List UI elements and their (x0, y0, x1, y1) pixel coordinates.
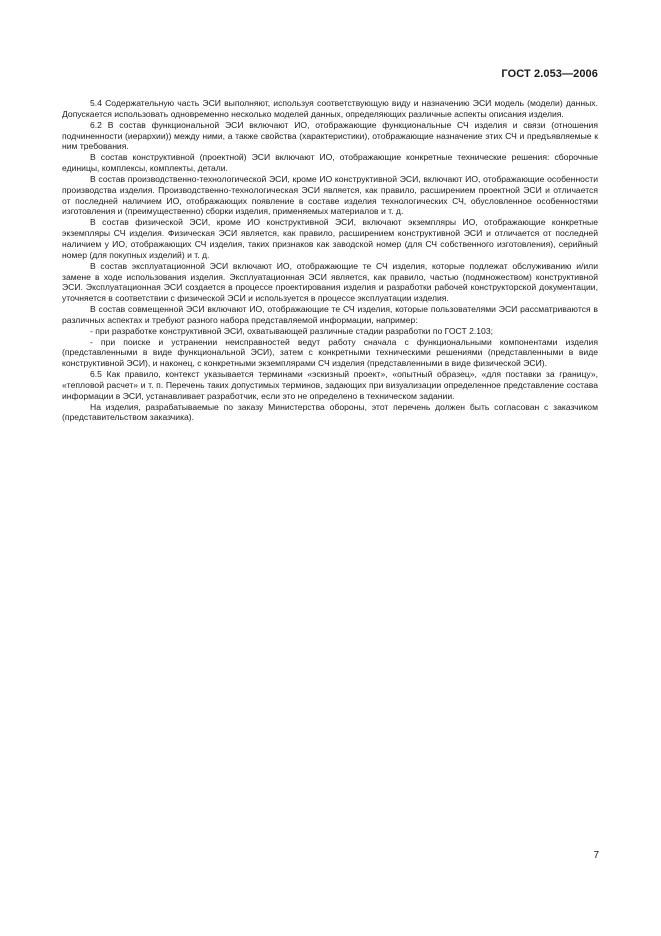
paragraph-6-2: 6.2 В состав функциональной ЭСИ включают ИО, отображающие функциональные СЧ изделия и связи (отношения подчиненности (иерархии)) между ними, а также свойства (характеристики), отображающие назначение этих СЧ и предъявляемые к ним требования. (62, 119, 598, 152)
paragraph-production-esi: В состав производственно-технологической ЭСИ, кроме ИО конструктивной ЭСИ, включают ИО, отображающие особенности производства изделия. Производственно-технологическая ЭСИ является, как правило, расширением проектной ЭСИ и отличается от последней наличием ИО, отображающих появление в составе изделия технологических СЧ, обусловленное особенностями изготовления и (преимущественно) сборки изделия, применяемых материалов и т. д. (62, 173, 598, 217)
document-body (62, 98, 598, 423)
document-code: ГОСТ 2.053—2006 (501, 68, 598, 80)
paragraph-combined-esi: В состав совмещенной ЭСИ включают ИО, отображающие те СЧ изделия, которые пользователями ЭСИ рассматриваются в различных аспектах и требуют разного набора представляемой информации, например: (62, 304, 598, 325)
paragraph-physical-esi: В состав физической ЭСИ, кроме ИО конструктивной ЭСИ, включают экземпляры ИО, отображающие конкретные экземпляры СЧ изделия. Физическая ЭСИ является, как правило, расширением конструктивной ЭСИ и отличается от последней наличием у ИО, отображающих СЧ изделия, таких признаков как заводской номер (для СЧ собственного изготовления), серийный номер (для покупных изделий) и т. д. (62, 217, 598, 260)
list-item-troubleshooting: - при поиске и устранении неисправностей ведут работу сначала с функциональными компонентами изделия (представленными в виде функциональной ЭСИ), затем с конкретными техническими решениями (представленными в виде конструктивной ЭСИ), и наконец, с конкретными экземплярами СЧ изделия (представленными в виде физической ЭСИ). (62, 336, 598, 369)
page-number: 7 (593, 850, 599, 861)
paragraph-defense-order: На изделия, разрабатываемые по заказу Министерства обороны, этот перечень должен быть согласован с заказчиком (представительством заказчика). (62, 401, 598, 423)
paragraph-operational-esi: В состав эксплуатационной ЭСИ включают ИО, отображающие те СЧ изделия, которые подлежат обслуживанию и/или замене в ходе использования изделия. Эксплуатационная ЭСИ является, как правило, частью (подмножеством) конструктивной ЭСИ. Эксплуатационная ЭСИ создается в процессе проектирования изделия и разработки рабочей конструкторской документации, уточняется в соответствии с физической ЭСИ и используется в процессе эксплуатации изделия. (62, 260, 598, 304)
paragraph-5-4: 5.4 Содержательную часть ЭСИ выполняют, используя соответствующую виду и назначению ЭСИ модель (модели) данных. Допускается использовать одновременно несколько моделей данных, определяющих различные аспекты описания изделия. (62, 98, 598, 119)
list-item-development: - при разработке конструктивной ЭСИ, охватывающей различные стадии разработки по ГОСТ 2.103; (90, 325, 493, 336)
paragraph-constructive-esi: В состав конструктивной (проектной) ЭСИ включают ИО, отображающие конкретные технические решения: сборочные единицы, комплексы, комплекты, детали. (62, 152, 598, 174)
paragraph-6-5: 6.5 Как правило, контекст указывается терминами «эскизный проект», «опытный образец», «для поставки за границу», «тепловой расчет» и т. п. Перечень таких допустимых терминов, задающих при визуализации определенное представление состава информации в ЭСИ, устанавливает разработчик, если это не определено в техническом задании. (62, 369, 598, 401)
